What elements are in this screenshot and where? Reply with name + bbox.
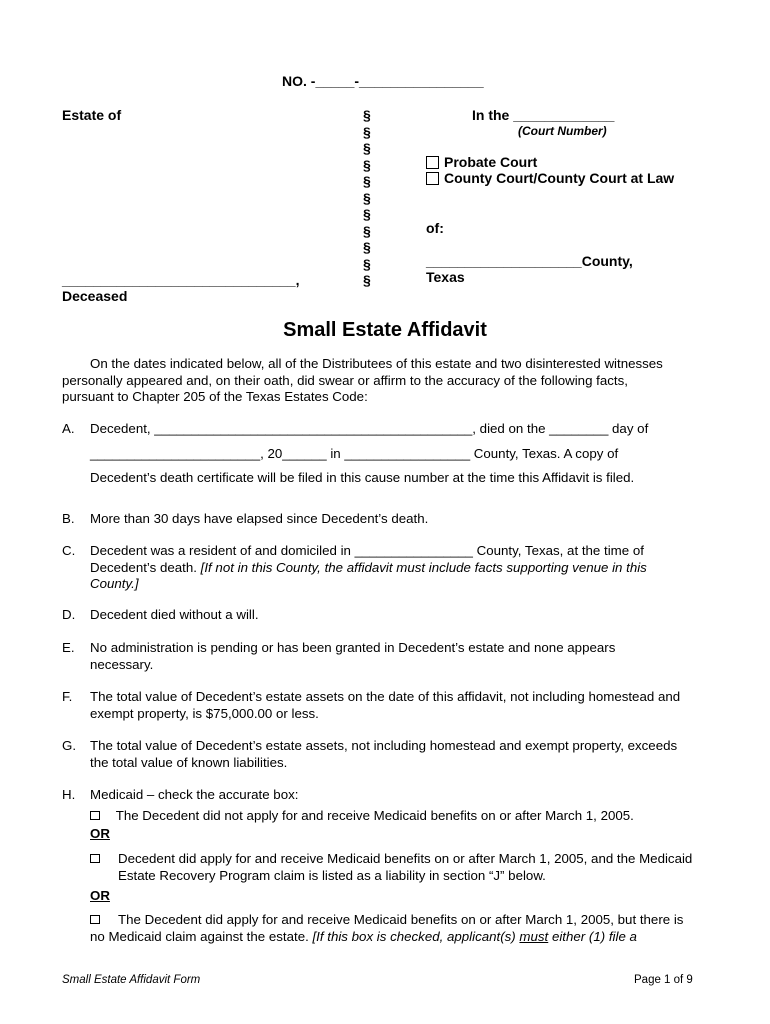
medicaid-option-3-line-1: The Decedent did apply for and receive Medicaid benefits on or after March 1, 2005, but there is [118,912,684,927]
item-letter: B. [62,511,75,526]
item-letter: E. [62,640,75,655]
medicaid-option-2-line-2: Estate Recovery Program claim is listed as a liability in section “J” below. [118,867,546,883]
item-c-venue-note-end: County.] [90,576,139,591]
medicaid-option-3[interactable] [90,912,100,929]
section-mark: § [363,255,371,272]
medicaid-option-3-text [90,912,684,945]
item-a-line-2[interactable]: _______________________, 20______ in _________________ County, Texas. A copy of [90,445,619,461]
section-mark: § [363,107,371,123]
medicaid-option-1-checkbox[interactable] [90,811,100,820]
item-f [62,689,712,723]
medicaid-option-3-note-a: [If this box is checked, applicant(s) [312,928,520,944]
item-g [62,738,712,772]
section-mark: § [363,272,371,288]
item-letter: C. [62,543,76,558]
cause-number: NO. -_____-________________ [282,73,484,89]
item-letter: D. [62,607,76,622]
item-letter: H. [62,787,76,802]
item-c-line-1[interactable]: Decedent was a resident of and domiciled in ________________ County, Texas, at the time of [90,543,644,558]
item-letter: A. [62,421,75,436]
probate-court-checkbox[interactable] [426,156,439,169]
section-mark: § [363,156,371,173]
item-e [62,640,712,674]
intro-line: pursuant to Chapter 205 of the Texas Estates Code: [62,389,368,404]
item-letter: G. [62,738,77,753]
item-g-line-1: The total value of Decedent’s estate assets, not including homestead and exempt property, exceeds [90,738,678,753]
county-court-option[interactable] [426,170,674,186]
medicaid-option-2[interactable] [90,851,100,868]
county-court-checkbox[interactable] [426,172,439,185]
medicaid-option-2-text [118,851,692,884]
county-court-label: County Court/County Court at Law [444,170,675,186]
item-f-line-1: The total value of Decedent’s estate assets on the date of this affidavit, not including homestead and [90,689,681,704]
item-d-text: Decedent died without a will. [90,607,259,622]
or-separator: OR [90,826,110,841]
medicaid-option-3-note-b: either (1) file a [548,928,637,944]
item-d [62,607,712,625]
medicaid-option-3-note-must: must [519,928,549,944]
section-mark: § [363,222,371,239]
county-field[interactable]: ____________________County, [426,253,633,269]
item-b-text: More than 30 days have elapsed since Decedent’s death. [90,511,429,526]
in-the-court-field[interactable]: In the _____________ [472,107,615,123]
estate-of-label: Estate of [62,107,122,123]
item-a-line-3: Decedent’s death certificate will be filed in this cause number at the time this Affidavit is filed. [90,470,635,485]
intro-paragraph [62,356,722,406]
document-title: Small Estate Affidavit [283,319,487,341]
section-mark: § [363,123,371,140]
footer-page-number: Page 1 of 9 [634,974,693,986]
medicaid-option-2-line-1: Decedent did apply for and receive Medicaid benefits on or after March 1, 2005, and the Medicaid [118,851,693,866]
item-letter: F. [62,689,73,704]
item-a-line-1[interactable]: Decedent, ___________________________________________, died on the ________ day of [90,421,649,436]
item-f-line-2: exempt property, is $75,000.00 or less. [90,705,319,721]
medicaid-option-1[interactable] [90,808,634,823]
deceased-name-field[interactable]: ______________________________, [62,272,300,288]
probate-court-option[interactable] [426,154,537,170]
item-a [62,421,712,491]
item-b [62,511,712,529]
court-number-label: (Court Number) [518,124,607,138]
item-e-line-2: necessary. [90,656,154,672]
item-c-line-2-text: Decedent’s death. [90,559,201,575]
of-label: of: [426,220,444,236]
intro-line: On the dates indicated below, all of the Distributees of this estate and two disinterested witnesses [90,356,663,371]
footer-form-name: Small Estate Affidavit Form [62,974,201,986]
section-mark: § [363,189,371,206]
item-c-venue-note: [If not in this County, the affidavit must include facts supporting venue in this [200,559,647,575]
item-g-line-2: the total value of known liabilities. [90,754,288,770]
section-mark: § [363,140,371,156]
or-separator: OR [90,888,110,903]
texas-label: Texas [426,269,465,285]
section-mark: § [363,173,371,189]
deceased-label: Deceased [62,288,128,304]
medicaid-option-3-line-2-text: no Medicaid claim against the estate. [90,928,313,944]
section-mark: § [363,239,371,255]
intro-line: personally appeared and, on their oath, did swear or affirm to the accuracy of the following facts, [62,372,628,388]
medicaid-option-1-label: The Decedent did not apply for and receive Medicaid benefits on or after March 1, 2005. [115,808,634,823]
item-c [62,543,712,595]
section-mark-column [363,107,371,289]
item-h-heading: Medicaid – check the accurate box: [90,787,299,802]
probate-court-label: Probate Court [444,154,538,170]
medicaid-option-2-checkbox[interactable] [90,854,100,863]
item-e-line-1: No administration is pending or has been granted in Decedent’s estate and none appears [90,640,616,655]
medicaid-option-3-checkbox[interactable] [90,915,100,924]
section-mark: § [363,206,371,222]
